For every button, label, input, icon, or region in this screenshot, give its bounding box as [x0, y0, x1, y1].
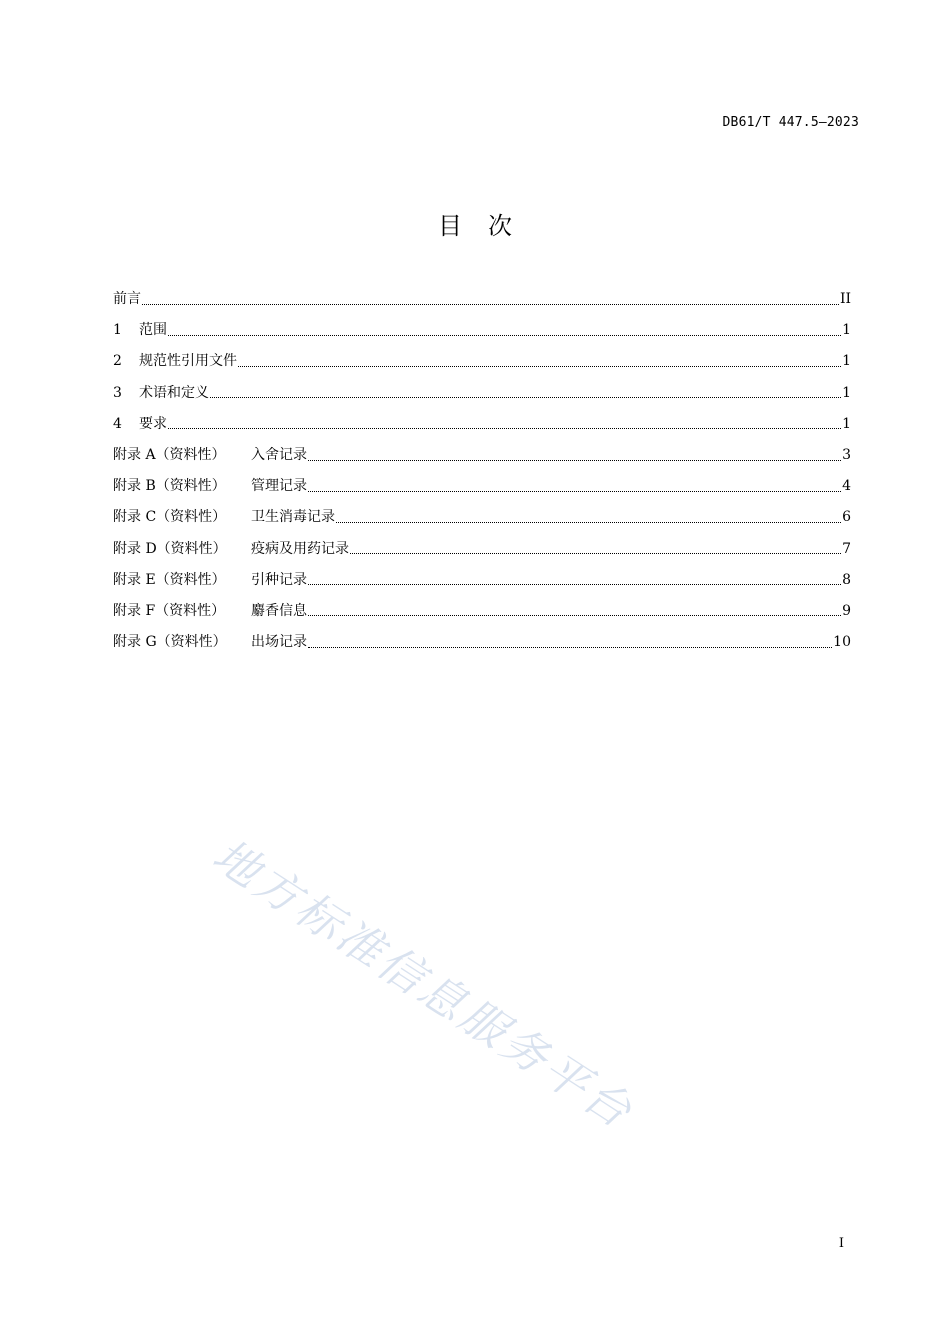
dot-leader: [168, 324, 841, 338]
toc-entry-page: 8: [842, 571, 851, 588]
toc-entry-label: 入舍记录: [251, 446, 307, 463]
toc-entry-appendix-prefix: 附录 C（资料性）: [113, 509, 227, 526]
toc-entry-label: 规范性引用文件: [139, 353, 237, 370]
toc-entry-appendix-d[interactable]: [113, 534, 851, 565]
toc-entry-appendix-prefix: 附录 F（资料性）: [113, 602, 226, 619]
dot-leader: [238, 355, 841, 369]
toc-entry-page: 10: [833, 634, 851, 651]
toc-entry-page: 1: [842, 322, 851, 339]
toc-entry-number: 3: [113, 384, 122, 401]
toc-entry-page: II: [839, 291, 851, 307]
toc-entry-label: 出场记录: [251, 634, 307, 651]
toc-entry-label: 要求: [139, 415, 167, 432]
toc-entry-appendix-f[interactable]: [113, 596, 851, 627]
toc-entry-appendix-prefix: 附录 D（资料性）: [113, 540, 227, 557]
dot-leader: [350, 542, 841, 556]
table-of-contents: [113, 284, 851, 658]
toc-entry-scope[interactable]: [113, 315, 851, 346]
toc-entry-terms[interactable]: [113, 378, 851, 409]
toc-entry-number: 4: [113, 415, 122, 432]
toc-entry-requirements[interactable]: [113, 409, 851, 440]
dot-leader: [308, 636, 832, 650]
toc-entry-label: 术语和定义: [139, 384, 209, 401]
dot-leader: [336, 511, 841, 525]
toc-entry-page: 3: [842, 446, 851, 463]
toc-entry-label: 范围: [139, 322, 167, 339]
toc-entry-appendix-prefix: 附录 B（资料性）: [113, 478, 226, 495]
toc-entry-page: 1: [842, 384, 851, 401]
toc-entry-appendix-c[interactable]: [113, 502, 851, 533]
dot-leader: [168, 417, 841, 431]
toc-entry-appendix-g[interactable]: [113, 627, 851, 658]
toc-entry-appendix-e[interactable]: [113, 565, 851, 596]
page-number: I: [838, 1236, 844, 1251]
watermark: 地方标准信息服务平台: [203, 828, 644, 1140]
toc-entry-appendix-b[interactable]: [113, 471, 851, 502]
toc-entry-label: 前言: [113, 291, 141, 307]
toc-entry-label: 卫生消毒记录: [251, 509, 335, 526]
toc-entry-appendix-prefix: 附录 E（资料性）: [113, 571, 226, 588]
toc-title: 目次: [438, 212, 538, 240]
dot-leader: [308, 604, 841, 618]
toc-entry-appendix-prefix: 附录 A（资料性）: [113, 446, 226, 463]
toc-entry-page: 7: [842, 540, 851, 557]
dot-leader: [308, 449, 841, 463]
dot-leader: [308, 480, 841, 494]
dot-leader: [308, 573, 841, 587]
document-code: DB61/T 447.5—2023: [722, 115, 859, 130]
toc-entry-page: 4: [842, 478, 851, 495]
dot-leader: [142, 293, 839, 307]
toc-entry-page: 6: [842, 509, 851, 526]
toc-entry-label: 麝香信息: [251, 602, 307, 619]
dot-leader: [210, 386, 841, 400]
toc-entry-normative-references[interactable]: [113, 346, 851, 377]
toc-entry-number: 2: [113, 353, 122, 370]
toc-entry-page: 1: [842, 353, 851, 370]
toc-entry-number: 1: [113, 322, 122, 339]
toc-entry-label: 疫病及用药记录: [251, 540, 349, 557]
toc-entry-label: 引种记录: [251, 571, 307, 588]
toc-entry-page: 9: [842, 602, 851, 619]
toc-entry-appendix-prefix: 附录 G（资料性）: [113, 634, 227, 651]
toc-entry-page: 1: [842, 415, 851, 432]
toc-entry-appendix-a[interactable]: [113, 440, 851, 471]
toc-entry-foreword[interactable]: [113, 284, 851, 315]
toc-entry-label: 管理记录: [251, 478, 307, 495]
